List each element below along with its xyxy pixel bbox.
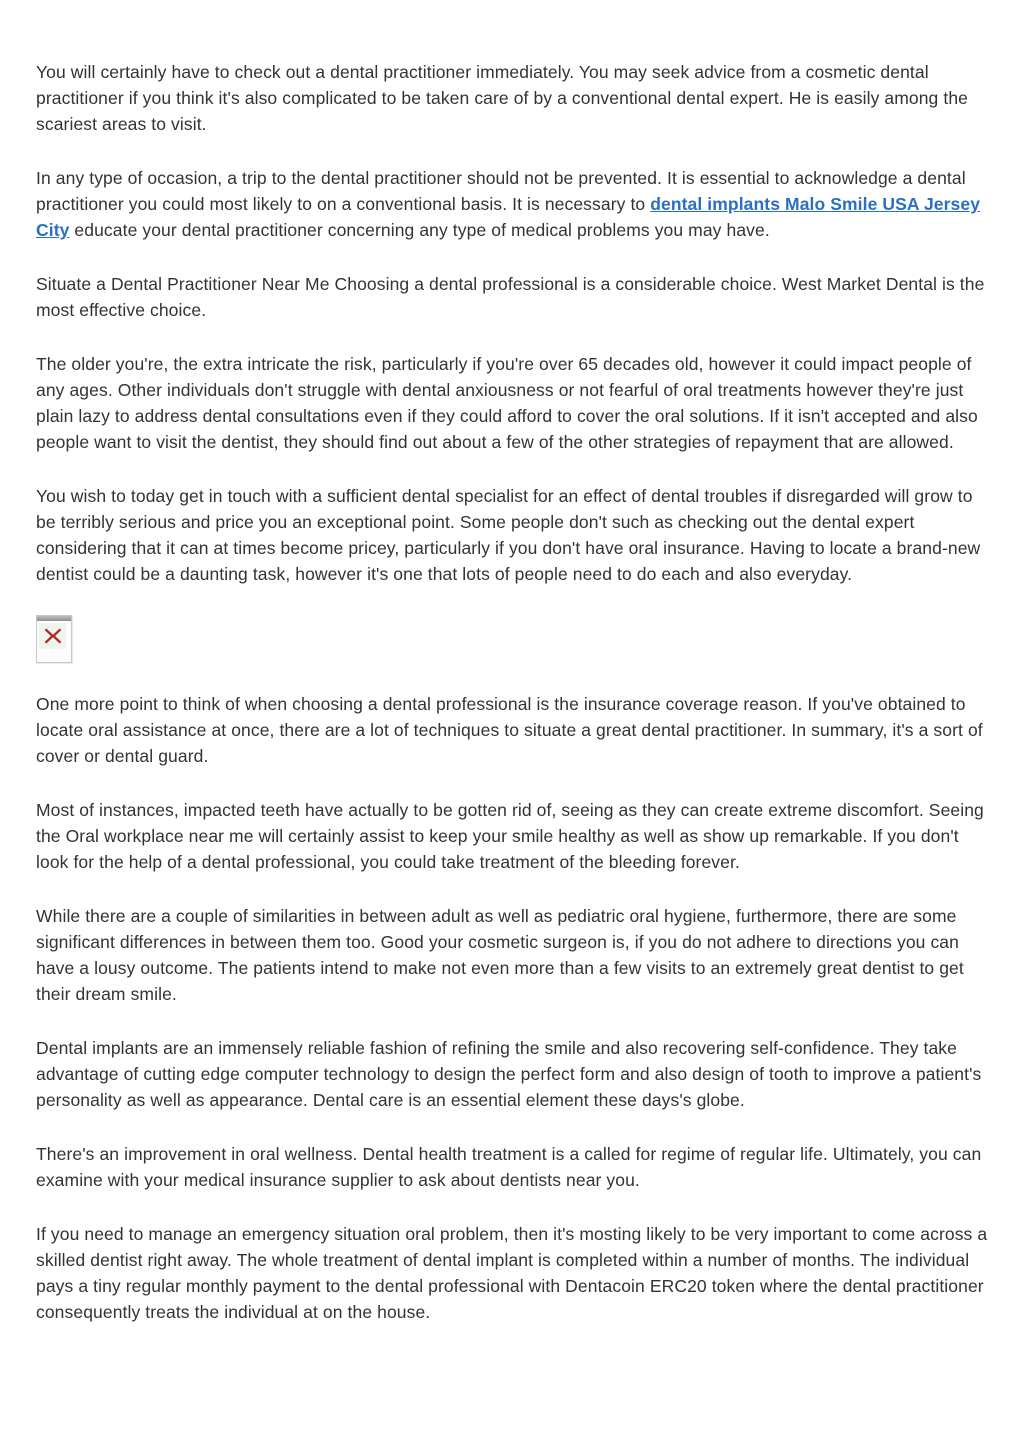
paragraph: [36, 691, 988, 769]
paragraph-text: While there are a couple of similarities in between adult as well as pediatric oral hygiene, furthermore, there are some significant differences in between them too. Good your cosmetic surgeon is, if you do not adhere to directions you can have a lousy outcome. The patients intend to make not even more than a few visits to an extremely great dentist to get their dream smile.: [36, 906, 964, 1004]
paragraph-text: Most of instances, impacted teeth have actually to be gotten rid of, seeing as they can create extreme discomfort. Seeing the Oral workplace near me will certainly assist to keep your smile healthy as well as show up remarkable. If you don't look for the help of a dental professional, you could take treatment of the bleeding forever.: [36, 800, 984, 872]
paragraph-text: The older you're, the extra intricate the risk, particularly if you're over 65 decades old, however it could impact people of any ages. Other individuals don't struggle with dental anxiousness or not fearful of oral treatments however they're just plain lazy to address dental consultations even if they could afford to cover the oral solutions. If it isn't accepted and also people want to visit the dentist, they should find out about a few of the other strategies of repayment that are allowed.: [36, 354, 978, 452]
paragraph-text: In any type of occasion, a trip to the dental practitioner should not be prevented. It is essential to acknowledge a dental practitioner you could most likely to on a conventional basis. It is necessary to: [36, 168, 966, 214]
paragraph: [36, 1035, 988, 1113]
paragraph: [36, 351, 988, 455]
broken-image-x-background: [39, 623, 66, 649]
paragraph-text: You wish to today get in touch with a sufficient dental specialist for an effect of dental troubles if disregarded will grow to be terribly serious and price you an exceptional point. Some people don't such as checking out the dental expert considering that it can at times become pricey, particularly if you don't have oral insurance. Having to locate a brand-new dentist could be a daunting task, however it's one that lots of people need to do each and also everyday.: [36, 486, 981, 584]
paragraph: [36, 59, 988, 137]
red-x-icon: [43, 626, 63, 646]
paragraph-text: educate your dental practitioner concerning any type of medical problems you may have.: [69, 220, 770, 240]
broken-image-icon[interactable]: [36, 615, 72, 663]
paragraph: [36, 1141, 988, 1193]
link-dental-implants-malo-smile[interactable]: dental implants Malo Smile USA Jersey City: [36, 194, 981, 240]
paragraph-text: Situate a Dental Practitioner Near Me Choosing a dental professional is a considerable choice. West Market Dental is the most effective choice.: [36, 274, 985, 320]
paragraph: [36, 271, 988, 323]
paragraph: [36, 483, 988, 587]
missing-image-placeholder: [36, 615, 988, 663]
paragraph: [36, 797, 988, 875]
paragraph-text: If you need to manage an emergency situation oral problem, then it's mosting likely to be very important to come across a skilled dentist right away. The whole treatment of dental implant is completed within a number of months. The individual pays a tiny regular monthly payment to the dental professional with Dentacoin ERC20 token where the dental practitioner consequently treats the individual at on the house.: [36, 1224, 988, 1322]
paragraph: [36, 165, 988, 243]
paragraph-text: There's an improvement in oral wellness. Dental health treatment is a called for regime of regular life. Ultimately, you can examine with your medical insurance supplier to ask about dentists near you.: [36, 1144, 982, 1190]
paragraph-text: Dental implants are an immensely reliable fashion of refining the smile and also recovering self-confidence. They take advantage of cutting edge computer technology to design the perfect form and also design of tooth to improve a patient's personality as well as appearance. Dental care is an essential element these days's globe.: [36, 1038, 982, 1110]
broken-image-titlebar: [37, 616, 71, 621]
paragraph-text: One more point to think of when choosing a dental professional is the insurance coverage reason. If you've obtained to locate oral assistance at once, there are a lot of techniques to situate a great dental practitioner. In summary, it's a sort of cover or dental guard.: [36, 694, 983, 766]
paragraph-text: You will certainly have to check out a dental practitioner immediately. You may seek advice from a cosmetic dental practitioner if you think it's also complicated to be taken care of by a conventional dental expert. He is easily among the scariest areas to visit.: [36, 62, 968, 134]
paragraph: [36, 903, 988, 1007]
paragraph: [36, 1221, 988, 1325]
